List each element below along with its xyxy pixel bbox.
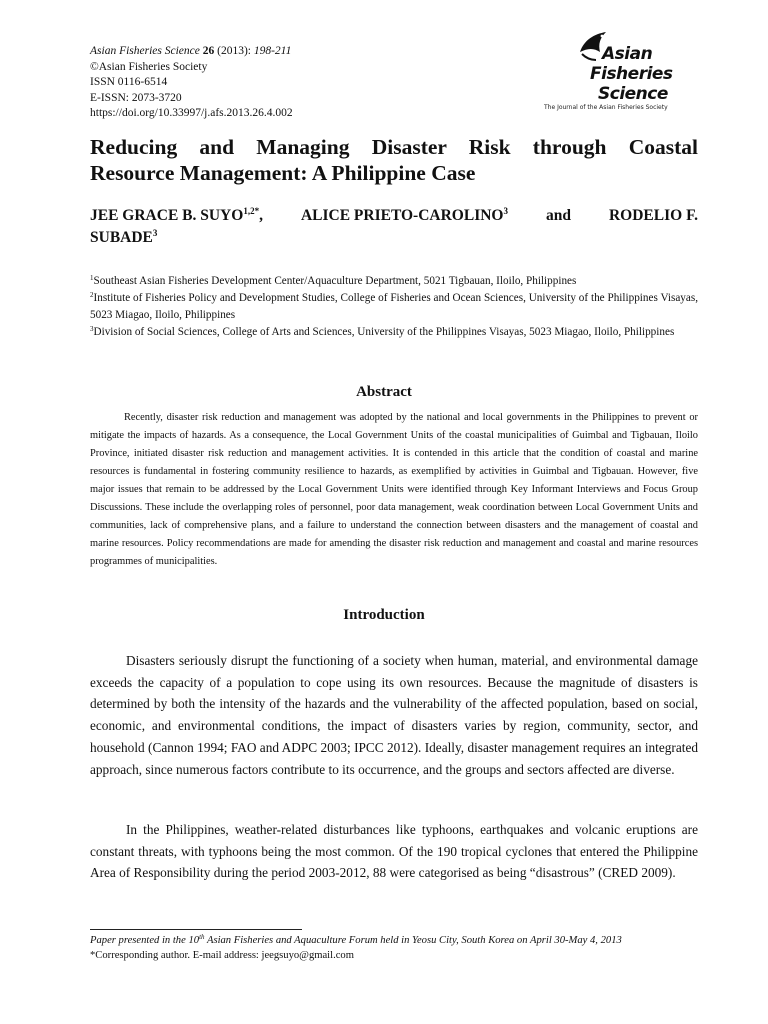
abstract-heading: Abstract: [356, 384, 412, 400]
paper-title-line2: Resource Management: A Philippine Case: [90, 161, 476, 185]
introduction-heading: Introduction: [343, 607, 425, 623]
affiliation-1: $^1$Southeast Asian Fisheries Development Center/Aquaculture Department, 5021 Tigbauan, Iloilo, Philippines: [90, 274, 577, 287]
paper-title-line1: Reducing and Managing Disaster Risk through Coastal: [90, 135, 698, 159]
author-3-part1: RODELIO F.: [608, 207, 698, 224]
journal-citation: [90, 44, 293, 60]
affiliations: [90, 273, 698, 341]
affiliation-2: $^2$Institute of Fisheries Policy and Development Studies, College of Fisheries and Ocean Sciences, University of the Philippines Visayas, 5023 Miagao, Iloilo, Philippines: [90, 291, 698, 321]
logo-word-asian: Asian: [602, 44, 653, 64]
author-list: [90, 205, 698, 249]
journal-copyright: ©Asian Fisheries Society: [90, 60, 208, 73]
journal-eissn: E-ISSN: 2073-3720: [90, 91, 182, 104]
author-2: ALICE PRIETO-CAROLINO$^3$: [300, 206, 508, 224]
journal-doi-link[interactable]: https://doi.org/10.33997/j.afs.2013.26.4.002: [90, 107, 293, 119]
footnote-divider: [90, 929, 302, 930]
journal-year: (2013):: [217, 45, 251, 57]
footnote-presented: Paper presented in the 10th Asian Fisheries and Aquaculture Forum held in Yeosu City, South Korea on April 30-May 4, 2013: [90, 933, 622, 946]
author-1: JEE GRACE B. $SUYO^{1,2*}$,: [90, 206, 263, 224]
logo-word-fisheries: Fisheries: [590, 64, 673, 84]
journal-issn: ISSN 0116-6514: [90, 76, 168, 88]
paper-title: [90, 134, 698, 186]
journal-header: [90, 44, 293, 122]
logo-word-science: Science: [598, 84, 668, 104]
footnote-corresponding-author: *Corresponding author. E-mail address: jeegsuyo@gmail.com: [90, 949, 354, 961]
affiliation-3: $^3$Division of Social Sciences, College of Arts and Sciences, University of the Philippines Visayas, 5023 Miagao, Iloilo, Philippines: [90, 325, 675, 338]
footnotes: [90, 934, 698, 963]
journal-pages: 198-211: [253, 45, 292, 57]
author-and: and: [545, 207, 571, 224]
author-3-part2: SUBADE$^3$: [90, 228, 158, 246]
journal-volume: 26: [202, 45, 215, 57]
logo-tagline: The Journal of the Asian Fisheries Society: [544, 104, 668, 111]
journal-name: Asian Fisheries Science: [90, 45, 200, 57]
journal-logo: [540, 30, 690, 120]
intro-paragraph-2: In the Philippines, weather-related disturbances like typhoons, earthquakes and volcanic eruptions are constant threats, with typhoons being the most common. Of the 190 tropical cyclones that entered the Philippine Area of Responsibility during the period 2003-2012, 88 were categorised as being “disastrous” (CRED 2009).: [90, 822, 698, 881]
abstract-text: Recently, disaster risk reduction and management was adopted by the national and local governments in the Philippines to prevent or mitigate the impacts of hazards. As a consequence, the Local Government Units of the coastal municipalities of Guimbal and Tigbauan, Iloilo Province, initiated disaster risk reduction and management activities. It is contended in this article that the condition of coastal and marine resources is fundamental in fostering community resilience to hazards, as exemplified by activities in Guimbal and Tigbauan. However, five major issues that remain to be addressed by the Local Government Units were identified through Key Informant Interviews and Focus Group Discussions. These include the overlapping roles of personnel, poor data management, weak coordination between Local Government Units and communities, lack of comprehensive plans, and a failure to understand the connection between disasters and the management of coastal and marine resources. Policy recommendations are made for amending the disaster risk reduction and management and coastal and marine resources programmes of municipalities.: [90, 412, 698, 568]
intro-paragraph-1: Disasters seriously disrupt the functioning of a society when human, material, and environmental damage exceeds the capacity of a population to cope using its own resources. Because the magnitude of disasters is determined by both the intensity of the hazards and the vulnerability of the affected population, based on social, economic, and environmental conditions, the impact of disasters varies by region, community, sector, and household (Cannon 1994; FAO and ADPC 2003; IPCC 2012). Ideally, disaster management requires an integrated approach, since numerous factors contribute to its occurrence, and the groups and sectors affected are diverse.: [90, 653, 698, 777]
